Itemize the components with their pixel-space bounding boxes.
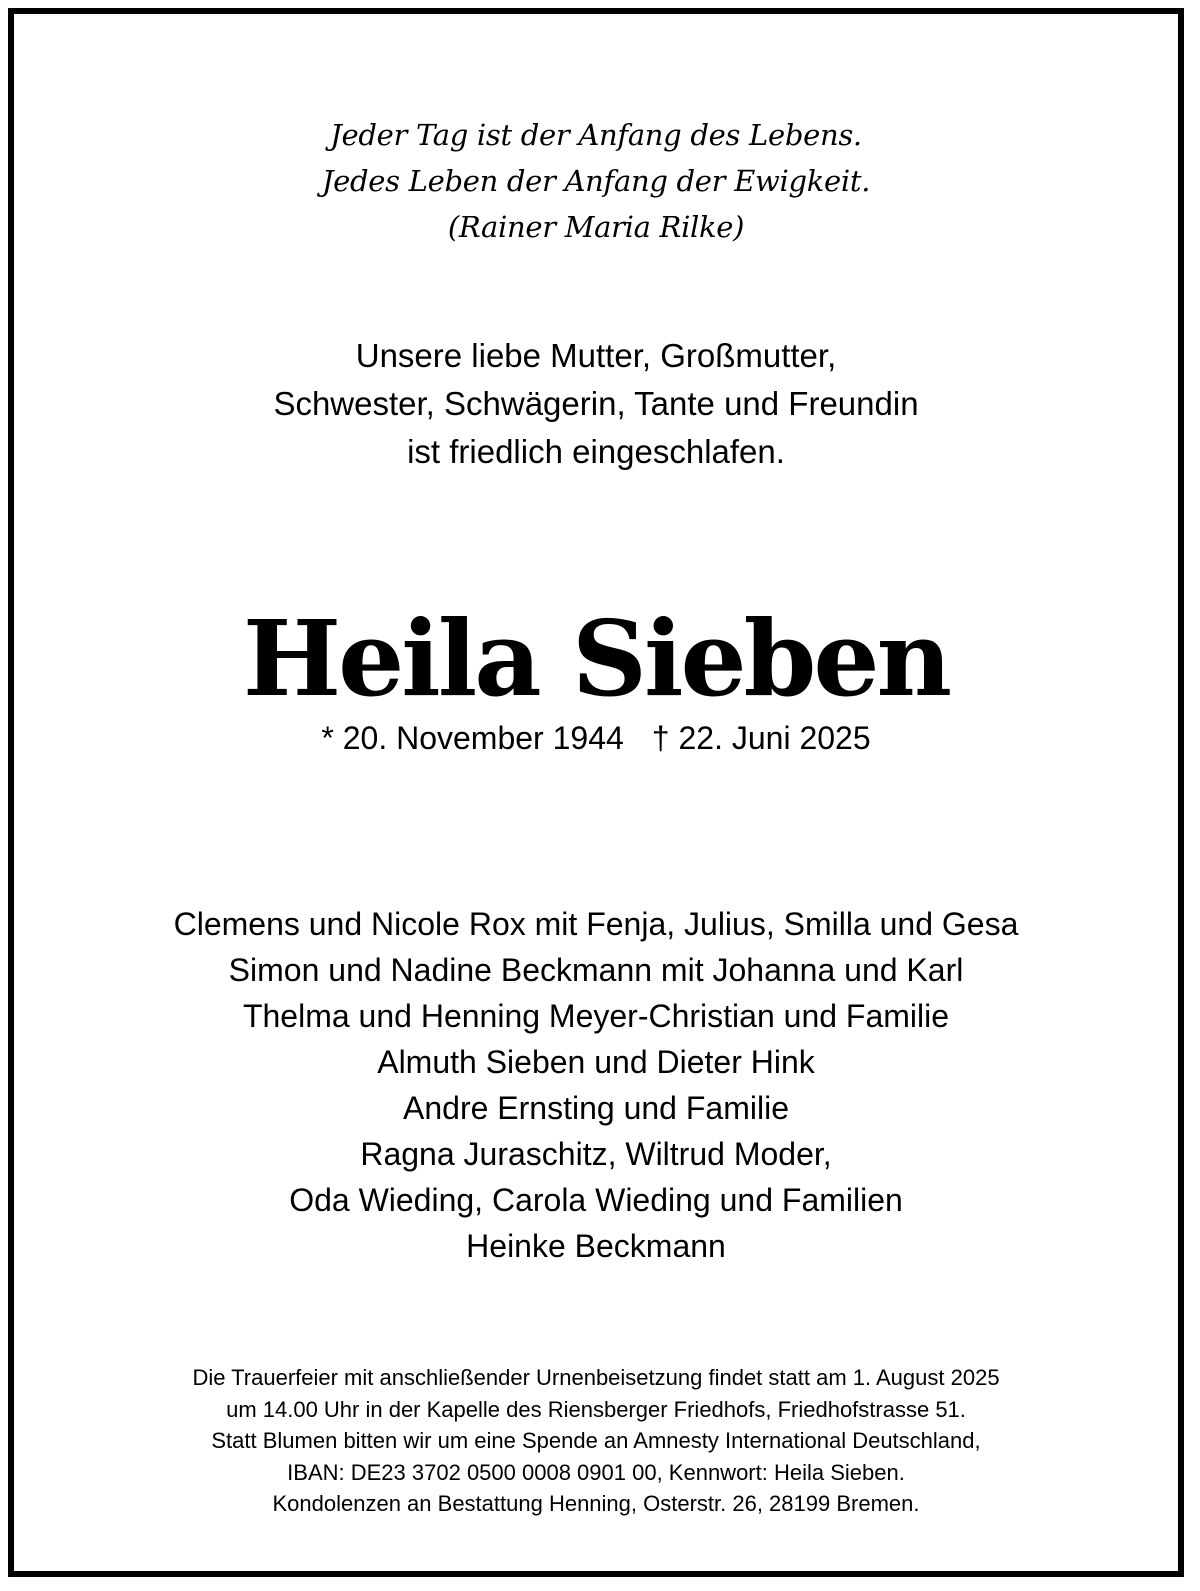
- deceased-name: Heila Sieben: [242, 597, 950, 720]
- footer-line: IBAN: DE23 3702 0500 0008 0901 00, Kennwort: Heila Sieben.: [287, 1459, 905, 1485]
- funeral-details: [14, 1362, 1178, 1520]
- mourners-list: [14, 901, 1178, 1269]
- intro-line: Unsere liebe Mutter, Großmutter,: [355, 337, 837, 374]
- mourner-line: Heinke Beckmann: [466, 1228, 726, 1264]
- mourner-line: Andre Ernsting und Familie: [403, 1090, 789, 1126]
- footer-line: Statt Blumen bitten wir um eine Spende an Amnesty International Deutschland,: [211, 1428, 981, 1453]
- footer-line: um 14.00 Uhr in der Kapelle des Riensberger Friedhofs, Friedhofstrasse 51.: [226, 1396, 966, 1422]
- intro-line: Schwester, Schwägerin, Tante und Freundin: [273, 385, 919, 422]
- intro-text: [14, 332, 1178, 476]
- mourner-line: Thelma und Henning Meyer-Christian und Familie: [242, 998, 950, 1034]
- quote-line: Jeder Tag ist der Anfang des Lebens.: [330, 118, 862, 152]
- rilke-quote: [14, 112, 1178, 250]
- life-dates: [14, 716, 1178, 760]
- birth-date: * 20. November 1944: [321, 720, 624, 756]
- quote-author: (Rainer Maria Rilke): [447, 210, 745, 244]
- footer-line: Die Trauerfeier mit anschließender Urnenbeisetzung findet statt am 1. August 2025: [192, 1365, 1000, 1390]
- mourner-line: Clemens und Nicole Rox mit Fenja, Julius, Smilla und Gesa: [173, 906, 1019, 942]
- obituary-frame: [8, 8, 1184, 1577]
- mourner-line: Almuth Sieben und Dieter Hink: [377, 1044, 815, 1080]
- footer-line: Kondolenzen an Bestattung Henning, Osterstr. 26, 28199 Bremen.: [272, 1491, 920, 1516]
- intro-line: ist friedlich eingeschlafen.: [407, 433, 785, 470]
- mourner-line: Simon und Nadine Beckmann mit Johanna und Karl: [228, 952, 964, 988]
- quote-line: Jedes Leben der Anfang der Ewigkeit.: [321, 164, 871, 198]
- death-date: † 22. Juni 2025: [651, 720, 871, 756]
- mourner-line: Ragna Juraschitz, Wiltrud Moder,: [360, 1136, 832, 1172]
- mourner-line: Oda Wieding, Carola Wieding und Familien: [289, 1182, 903, 1218]
